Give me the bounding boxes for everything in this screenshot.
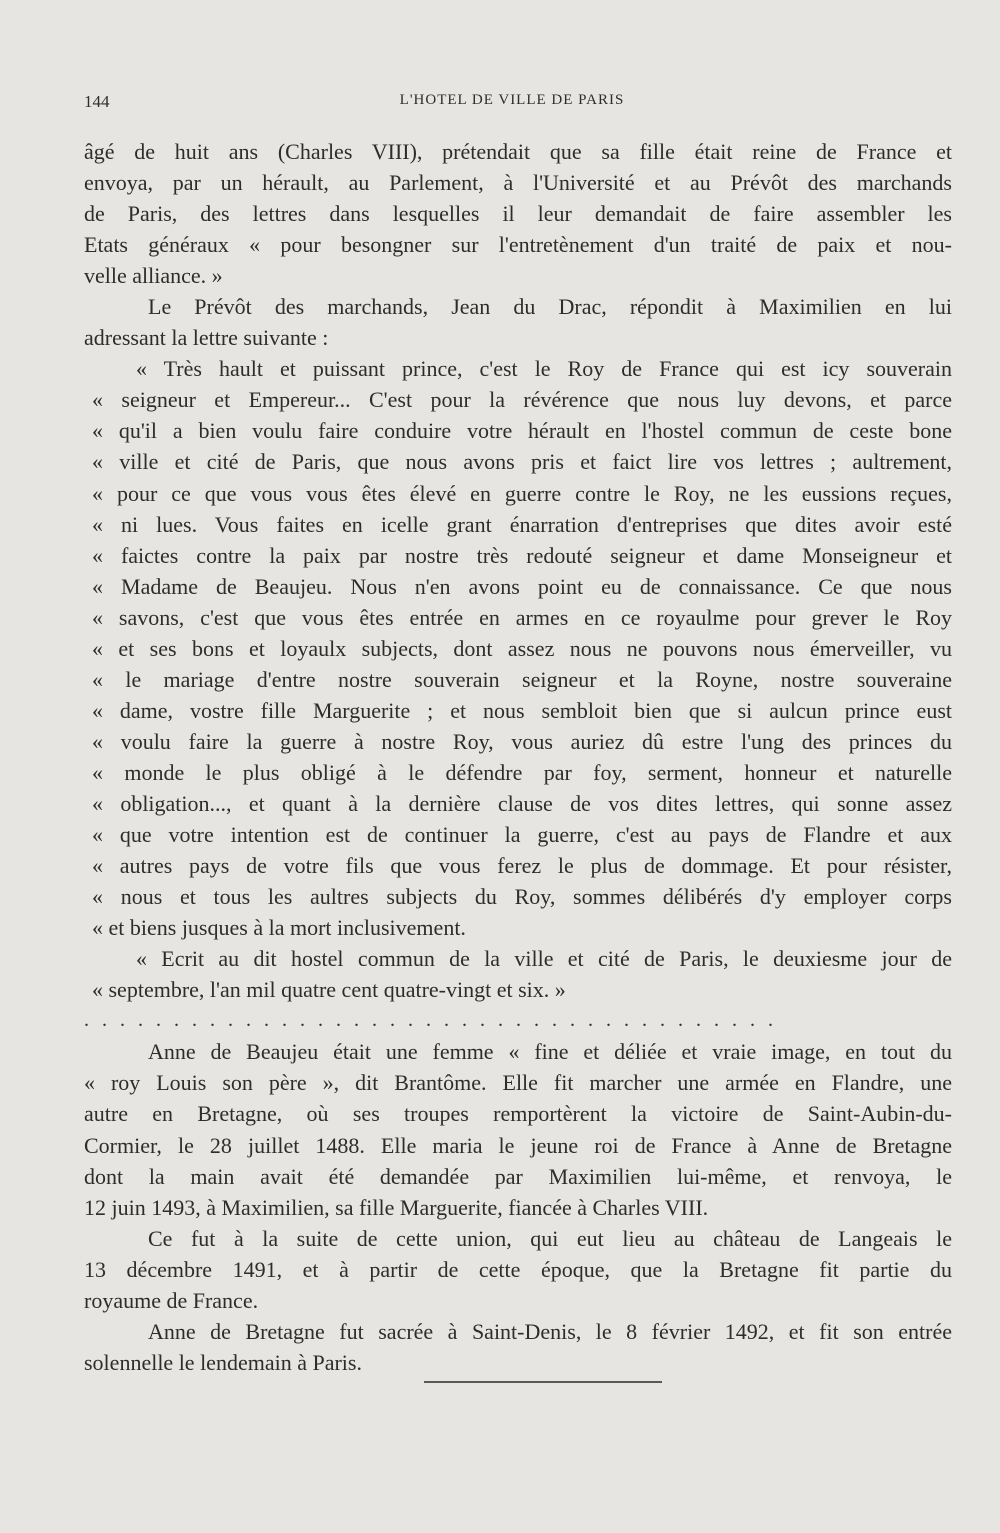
text-line: velle alliance. » (84, 263, 223, 289)
page-body (84, 136, 952, 1378)
quote-line: « qu'il a bien voulu faire conduire votre hérault en l'hostel commun de ceste bone (92, 418, 952, 444)
page-number: 144 (84, 92, 110, 111)
quote-line: « savons, c'est que vous êtes entrée en armes en ce royaulme pour grever le Roy (92, 604, 952, 630)
quote-line: « dame, vostre fille Marguerite ; et nous sembloit bien que si aulcun prince eust (92, 697, 952, 723)
ellipsis-separator: . . . . . . . . . . . . . . . . . . . . . . . . . . . . . . . . . . . . . . . (84, 1009, 777, 1032)
text-line: Cormier, le 28 juillet 1488. Elle maria le jeune roi de France à Anne de Bretagne (84, 1132, 952, 1158)
quote-line: « et ses bons et loyaulx subjects, dont assez nous ne pouvons nous émerveiller, vu (92, 635, 952, 661)
end-rule (424, 1381, 662, 1383)
quote-line: « voulu faire la guerre à nostre Roy, vous auriez dû estre l'ung des princes du (92, 728, 952, 754)
text-line: Anne de Beaujeu était une femme « fine et déliée et vraie image, en tout du (148, 1039, 952, 1065)
text-line: adressant la lettre suivante : (84, 325, 329, 351)
text-line: « roy Louis son père », dit Brantôme. Elle fit marcher une armée en Flandre, une (84, 1070, 952, 1096)
page-header (84, 92, 940, 120)
quote-line: « le mariage d'entre nostre souverain seigneur et la Royne, nostre souveraine (92, 666, 952, 692)
quote-line: « que votre intention est de continuer la guerre, c'est au pays de Flandre et aux (92, 822, 952, 848)
quote-line: « seigneur et Empereur... C'est pour la révérence que nous luy devons, et parce (92, 387, 952, 413)
quote-line: « obligation..., et quant à la dernière clause de vos dites lettres, qui sonne assez (92, 790, 952, 816)
text-line: envoya, par un hérault, au Parlement, à l'Université et au Prévôt des marchands (84, 170, 952, 196)
quote-line: « et biens jusques à la mort inclusivement. (92, 915, 466, 941)
quote-line: « Madame de Beaujeu. Nous n'en avons point eu de connaissance. Ce que nous (92, 573, 952, 599)
quote-line: « Ecrit au dit hostel commun de la ville et cité de Paris, le deuxiesme jour de (136, 946, 952, 972)
text-line: Ce fut à la suite de cette union, qui eut lieu au château de Langeais le (148, 1225, 952, 1251)
running-title: L'HOTEL DE VILLE DE PARIS (399, 92, 625, 108)
text-line: de Paris, des lettres dans lesquelles il leur demandait de faire assembler les (84, 201, 952, 227)
quote-line: « ville et cité de Paris, que nous avons pris et faict lire vos lettres ; aultrement, (92, 449, 952, 475)
quote-line: « Très hault et puissant prince, c'est le Roy de France qui est icy souverain (136, 356, 952, 382)
quote-line: « autres pays de votre fils que vous ferez le plus de dommage. Et pour résister, (92, 853, 952, 879)
quote-line: « ni lues. Vous faites en icelle grant énarration d'entreprises que dites avoir esté (92, 511, 952, 537)
text-line: dont la main avait été demandée par Maximilien lui-même, et renvoya, le (84, 1163, 952, 1189)
quote-line: « septembre, l'an mil quatre cent quatre-vingt et six. » (92, 977, 566, 1003)
text-line: solennelle le lendemain à Paris. (84, 1349, 362, 1375)
quote-line: « monde le plus obligé à le défendre par foy, serment, honneur et naturelle (92, 759, 952, 785)
text-line: 12 juin 1493, à Maximilien, sa fille Marguerite, fiancée à Charles VIII. (84, 1194, 709, 1220)
text-line: autre en Bretagne, où ses troupes remportèrent la victoire de Saint-Aubin-du- (84, 1101, 952, 1127)
text-line: Anne de Bretagne fut sacrée à Saint-Denis, le 8 février 1492, et fit son entrée (148, 1318, 952, 1344)
text-line: Le Prévôt des marchands, Jean du Drac, répondit à Maximilien en lui (148, 294, 952, 320)
text-line: Etats généraux « pour besongner sur l'entretènement d'un traité de paix et nou- (84, 232, 952, 258)
text-line: royaume de France. (84, 1287, 259, 1313)
quote-line: « faictes contre la paix par nostre très redouté seigneur et dame Monseigneur et (92, 542, 952, 568)
text-line: 13 décembre 1491, et à partir de cette époque, que la Bretagne fit partie du (84, 1256, 952, 1282)
quote-line: « pour ce que vous vous êtes élevé en guerre contre le Roy, ne les eussions reçues, (92, 480, 952, 506)
quote-line: « nous et tous les aultres subjects du Roy, sommes délibérés d'y employer corps (92, 884, 952, 910)
text-line: âgé de huit ans (Charles VIII), prétendait que sa fille était reine de France et (84, 139, 952, 164)
